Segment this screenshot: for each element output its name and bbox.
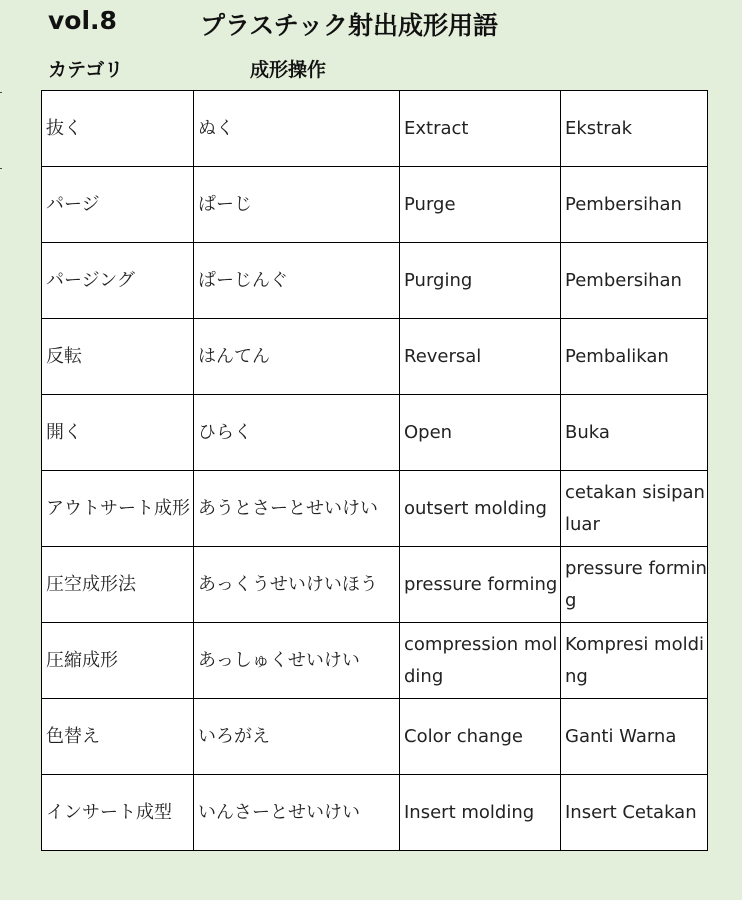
term-japanese: 抜く [42,91,194,167]
term-japanese: 開く [42,395,194,471]
volume-label: vol.8 [48,6,117,35]
term-english: Reversal [400,319,561,395]
term-english: Purging [400,243,561,319]
term-indonesian: Buka [561,395,708,471]
term-reading: いろがえ [194,699,400,775]
term-indonesian: Insert Cetakan [561,775,708,851]
terms-table [41,90,708,851]
term-indonesian: Pembersihan [561,243,708,319]
term-reading: ぱーじんぐ [194,243,400,319]
table-row [42,775,708,851]
category-value: 成形操作 [250,59,327,81]
term-reading: あっしゅくせいけい [194,623,400,699]
term-english: Extract [400,91,561,167]
term-japanese: インサート成型 [42,775,194,851]
term-english: Insert molding [400,775,561,851]
term-indonesian: Ekstrak [561,91,708,167]
term-english: Open [400,395,561,471]
term-reading: はんてん [194,319,400,395]
term-reading: ぬく [194,91,400,167]
table-row [42,91,708,167]
edge-mark [0,168,2,169]
term-japanese: アウトサート成形 [42,471,194,547]
table-row [42,623,708,699]
term-indonesian: Kompresi molding [561,623,708,699]
term-japanese: パージ [42,167,194,243]
term-japanese: 色替え [42,699,194,775]
term-indonesian: Ganti Warna [561,699,708,775]
term-indonesian: cetakan sisipan luar [561,471,708,547]
term-reading: ぱーじ [194,167,400,243]
term-reading: いんさーとせいけい [194,775,400,851]
category-label: カテゴリ [48,59,124,81]
term-reading: あっくうせいけいほう [194,547,400,623]
term-indonesian: Pembersihan [561,167,708,243]
term-japanese: 圧縮成形 [42,623,194,699]
table-row [42,395,708,471]
table-row [42,471,708,547]
term-reading: ひらく [194,395,400,471]
table-row [42,167,708,243]
term-english: outsert molding [400,471,561,547]
term-japanese: 反転 [42,319,194,395]
table-row [42,243,708,319]
term-english: Color change [400,699,561,775]
term-japanese: パージング [42,243,194,319]
table-row [42,319,708,395]
term-english: pressure forming [400,547,561,623]
table-row [42,547,708,623]
term-english: compression molding [400,623,561,699]
table-row [42,699,708,775]
term-japanese: 圧空成形法 [42,547,194,623]
term-english: Purge [400,167,561,243]
term-indonesian: Pembalikan [561,319,708,395]
page-title: プラスチック射出成形用語 [200,11,499,40]
term-reading: あうとさーとせいけい [194,471,400,547]
edge-mark [0,92,2,93]
term-indonesian: pressure forming [561,547,708,623]
